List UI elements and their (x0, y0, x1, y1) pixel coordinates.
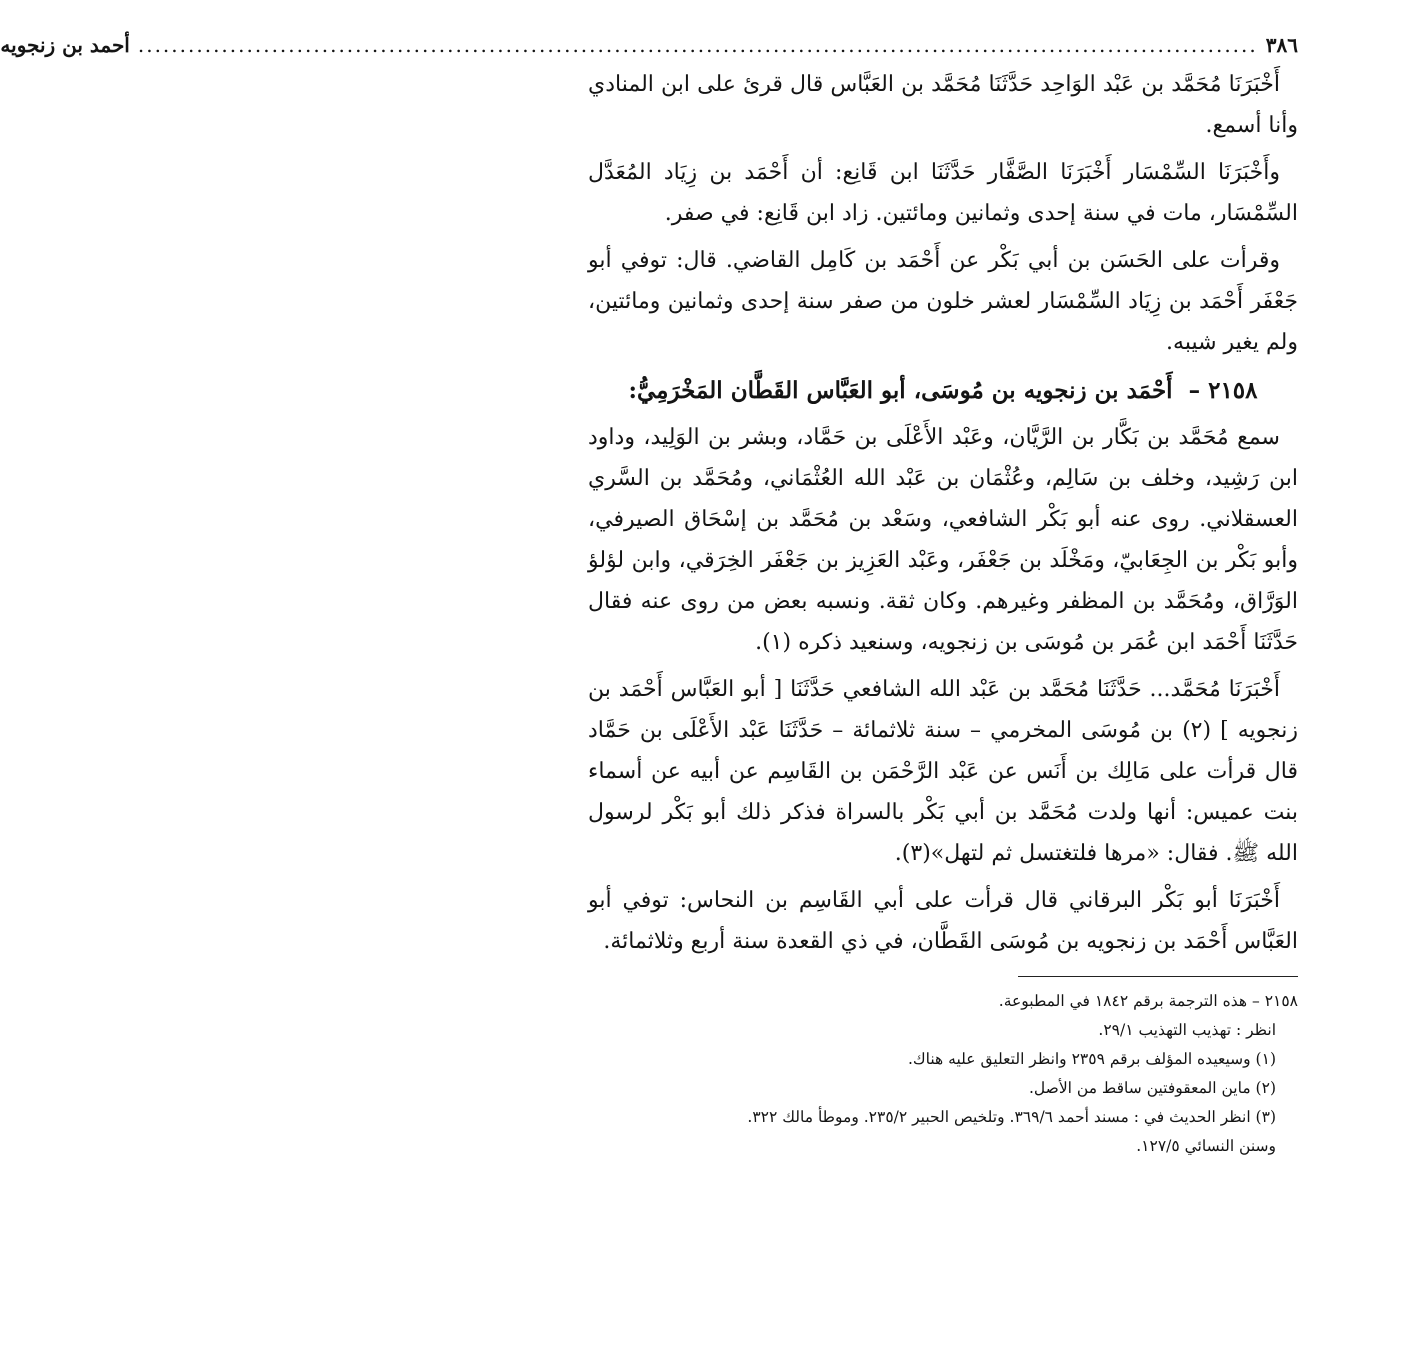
page-number: ٣٨٦ (1265, 33, 1298, 57)
paragraph-qadi-report: وقرأت على الحَسَن بن أبي بَكْر عن أَحْمَد بن كَامِل القاضي. قال: توفي أبو جَعْفَر أَحْمَد بن زِيَاد السِّمْسَار لعشر خلون من صفر سنة إحدى وثمانين ومائتين، ولم يغير شيبه. (588, 248, 1298, 355)
entry-title: أَحْمَد بن زنجويه بن مُوسَى، أبو العَبَّاس القَطَّان المَخْرَمِيُّ: (628, 377, 1173, 404)
header-leader-dots: ...................................................................................................................................... (137, 33, 1258, 57)
footnote-3: (٣) انظر الحديث في : مسند أحمد ٣٦٩/٦. وتلخيص الحبير ٢٣٥/٢. وموطأ مالك ٣٢٢. (747, 1108, 1276, 1126)
paragraph-death-date: أَخْبَرَنَا أبو بَكْر البرقاني قال قرأت على أبي القَاسِم بن النحاس: توفي أبو العَبَّاس أَحْمَد بن زنجويه بن مُوسَى القَطَّان، في ذي القعدة سنة أربع وثلاثمائة. (588, 888, 1298, 954)
entry-heading (588, 369, 1298, 413)
entry-number: ٢١٥٨ – (1188, 377, 1258, 404)
footnote-entry-number: ٢١٥٨ – هذه الترجمة برقم ١٨٤٢ في المطبوعة. (998, 992, 1298, 1010)
paragraph-hadith: أَخْبَرَنَا مُحَمَّد... حَدَّثَنَا مُحَمَّد بن عَبْد الله الشافعي حَدَّثَنَا [ أبو العَبَّاس أَحْمَد بن زنجويه ] (٢) بن مُوسَى المخرمي – سنة ثلاثمائة – حَدَّثَنَا عَبْد الأَعْلَى بن حَمَّاد قال قرأت على مَالِك بن أَنَس عن عَبْد الرَّحْمَن بن القَاسِم عن أبيه عن أسماء بنت عميس: أنها ولدت مُحَمَّد بن أبي بَكْر بالسراة فذكر ذلك أبو بَكْر لرسول الله ﷺ. فقال: «مرها فلتغتسل ثم لتهل»(٣). (588, 677, 1298, 866)
footnote-2: (٢) ماين المعقوفتين ساقط من الأصل. (1029, 1079, 1276, 1097)
paragraph-ibn-almunadi: أَخْبَرَنَا مُحَمَّد بن عَبْد الوَاحِد حَدَّثَنَا مُحَمَّد بن العَبَّاس قال قرئ على ابن المنادي وأنا أسمع. (588, 72, 1298, 138)
running-header (0, 30, 1298, 64)
footnotes (588, 987, 1298, 1161)
footnote-divider (1018, 976, 1298, 977)
running-title: أحمد بن زنجويه (0, 33, 130, 57)
page-body (0, 30, 1298, 1161)
paragraph-death-report: وأَخْبَرَنَا السِّمْسَار أَخْبَرَنَا الصَّفَّار حَدَّثَنَا ابن قَانِع: أن أَحْمَد بن زِيَاد المُعَدَّل السِّمْسَار، مات في سنة إحدى وثمانين ومائتين. زاد ابن قَانِع: في صفر. (588, 160, 1298, 226)
footnote-3-continued: وسنن النسائي ١٢٧/٥. (1136, 1137, 1276, 1155)
paragraph-teachers-students: سمع مُحَمَّد بن بَكَّار بن الرَّيَّان، وعَبْد الأَعْلَى بن حَمَّاد، وبشر بن الوَلِيد، وداود ابن رَشِيد، وخلف بن سَالِم، وعُثْمَان بن عَبْد الله العُثْمَاني، ومُحَمَّد بن السَّري العسقلاني. روى عنه أبو بَكْر الشافعي، وسَعْد بن مُحَمَّد بن إسْحَاق الصيرفي، وأبو بَكْر بن الجِعَابيّ، ومَخْلَد بن جَعْفَر، وعَبْد العَزِيز بن جَعْفَر الخِرَقي، وابن لؤلؤ الوَرَّاق، ومُحَمَّد بن المظفر وغيرهم. وكان ثقة. ونسبه بعض من روى عنه فقال حَدَّثَنَا أَحْمَد ابن عُمَر بن مُوسَى بن زنجويه، وسنعيد ذكره (١). (588, 425, 1298, 655)
footnote-1: (١) وسيعيده المؤلف برقم ٢٣٥٩ وانظر التعليق عليه هناك. (907, 1050, 1276, 1068)
footnote-tahdhib: انظر : تهذيب التهذيب ٢٩/١. (1098, 1021, 1276, 1039)
